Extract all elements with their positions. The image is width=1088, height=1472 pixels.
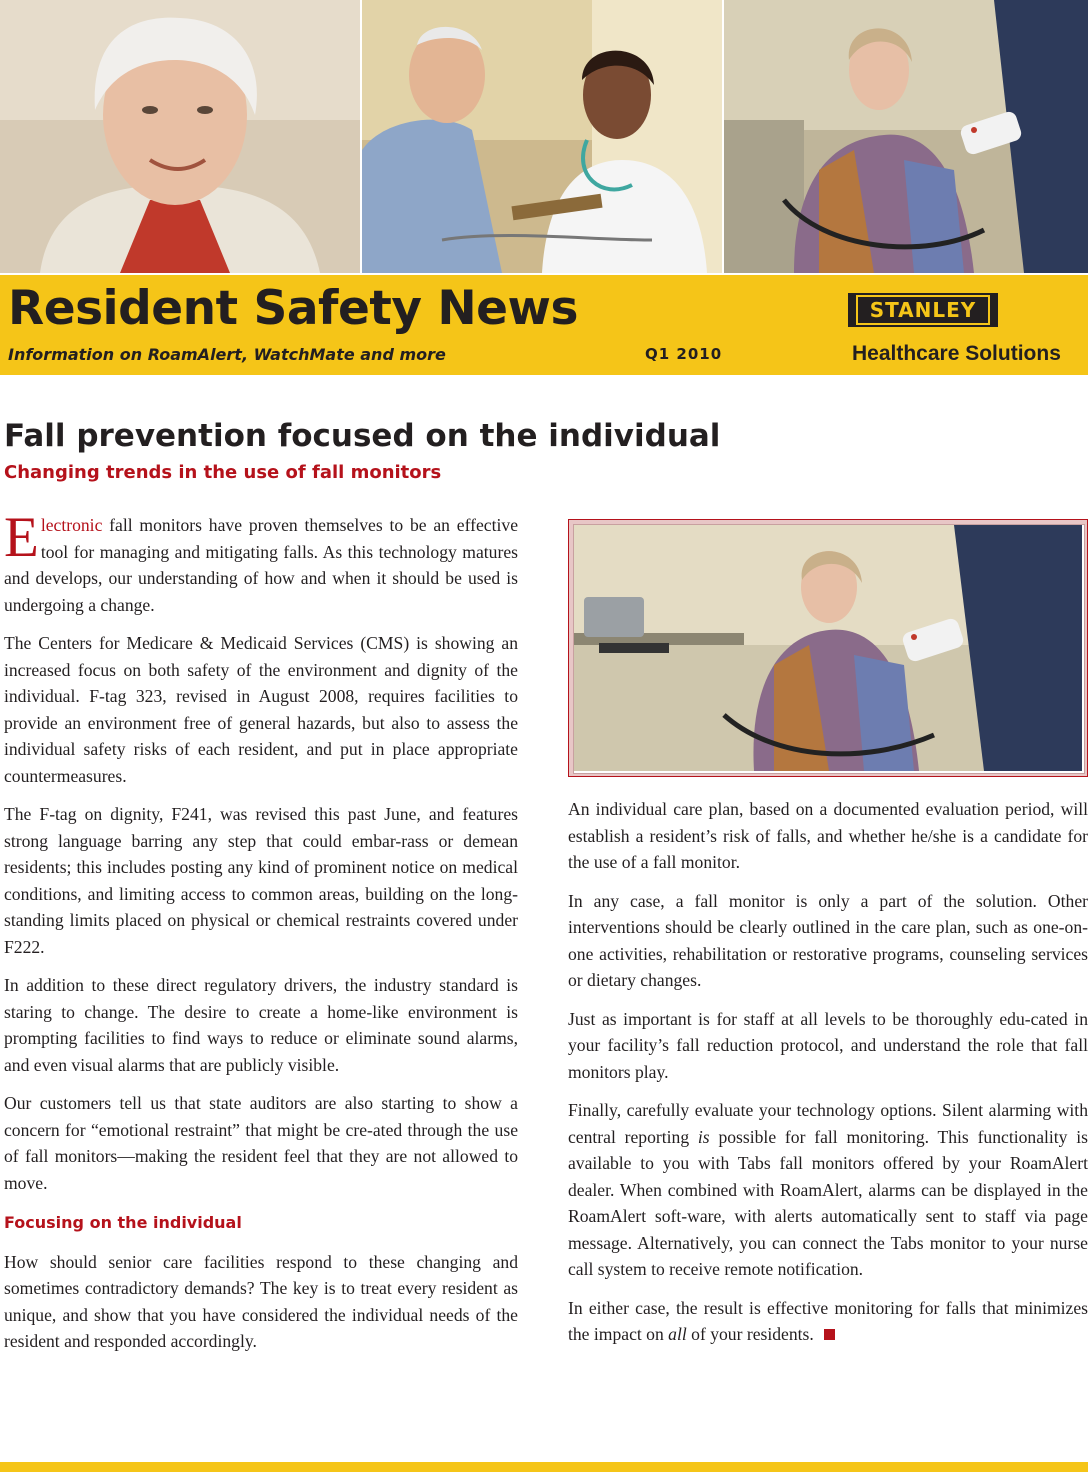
paragraph-cms: The Centers for Medicare & Medicaid Services (CMS) is showing an increased focus on both safety of the environment and dignity of the individual. F-tag 323, revised in August 2008, requires facilities to provide an environment free of general hazards, but also to assess the individual safety risks of each resident, and put in place appropriate countermeasures. [4, 633, 518, 786]
conclusion-emphasis: all [668, 1324, 687, 1344]
paragraph-industry: In addition to these direct regulatory drivers, the industry standard is staring to change. The desire to create a home-like environment is prompting facilities to find ways to reduce or eliminate sound alarms, and even visual alarms that are publicly visible. [4, 975, 518, 1075]
photo-smiling-senior-woman [0, 0, 360, 273]
drop-cap: E [4, 506, 39, 569]
technology-emphasis: is [697, 1126, 710, 1147]
paragraph-respond: How should senior care facilities respond to these changing and sometimes contradictory demands? The key is to treat every resident as unique, and show that you have considered the individual needs of the resident and responded accordingly. [4, 1251, 518, 1351]
right-column [568, 796, 1088, 1360]
conclusion-text-a: In either case, the result is effective monitoring for falls that minimizes the impact on [568, 1297, 1088, 1344]
end-mark-icon [824, 1329, 835, 1340]
paragraph-auditors: Our customers tell us that state auditors are also starting to show a concern for “emotional restraint” that might be cre-ated through the use of fall monitors—making the resident feel that they are not allowed to move. [4, 1093, 518, 1193]
technology-text-b: possible for fall monitoring. This functionality is available to you with Tabs fall monitors offered by your RoamAlert dealer. When combined with RoamAlert, alarms can be displayed in the RoamAlert soft-ware, with alerts automatically sent to staff via page message. Alternatively, you can connect the Tabs monitor to your nurse call system to receive remote notification. [568, 1126, 1088, 1279]
article-subheadline: Changing trends in the use of fall monitors [4, 462, 442, 483]
masthead-banner [0, 275, 1088, 375]
section-heading: Focusing on the individual [4, 1213, 242, 1232]
registered-mark: ® [990, 319, 998, 328]
intro-text: fall monitors have proven themselves to be an effective tool for managing and mitigating falls. As this technology matures and develops, our understanding of how and when it should be used is undergoing a change. [4, 515, 518, 615]
header-photo-strip [0, 0, 1088, 273]
paragraph-technology [568, 1097, 1088, 1283]
stanley-logo [848, 293, 998, 327]
left-column [4, 506, 518, 1367]
division-name: Healthcare Solutions [852, 342, 1061, 365]
photo-nurse-with-resident [362, 0, 722, 273]
newsletter-title: Resident Safety News [8, 281, 578, 336]
paragraph-intro [4, 506, 518, 618]
paragraph-care-plan: An individual care plan, based on a documented evaluation period, will establish a resident’s risk of falls, and whether he/she is a candidate for the use of a fall monitor. [568, 799, 1088, 872]
paragraph-dignity: The F-tag on dignity, F241, was revised this past June, and features strong language barring any step that could embar-rass or demean residents; this includes posting any kind of prominent notice on medical conditions, and limiting access to common areas, building on the long-standing limits placed on physical or chemical restraints covered under F222. [4, 804, 518, 957]
conclusion-text-b: of your residents. [686, 1324, 814, 1344]
issue-date: Q1 2010 [645, 345, 723, 363]
lead-word: lectronic [40, 515, 103, 535]
article-headline: Fall prevention focused on the individual [4, 418, 721, 454]
paragraph-solution: In any case, a fall monitor is only a part of the solution. Other interventions should be clearly outlined in the care plan, such as one-on-one activities, rehabilitation or restorative programs, counseling services or dietary changes. [568, 890, 1088, 990]
article-photo [573, 524, 1085, 774]
paragraph-staff: Just as important is for staff at all levels to be thoroughly edu-cated in your facility’s fall reduction protocol, and understand the role that fall monitors play. [568, 1008, 1088, 1082]
technology-text-a: Finally, carefully evaluate your technology options. Silent alarming with central reporting [568, 1100, 1088, 1147]
paragraph-conclusion [568, 1295, 1088, 1348]
logo-text: STANLEY [856, 295, 991, 325]
bottom-rule [0, 1462, 1088, 1472]
photo-resident-with-fall-monitor [724, 0, 1088, 273]
article-photo-frame [568, 519, 1088, 777]
newsletter-tagline: Information on RoamAlert, WatchMate and more [8, 345, 446, 364]
